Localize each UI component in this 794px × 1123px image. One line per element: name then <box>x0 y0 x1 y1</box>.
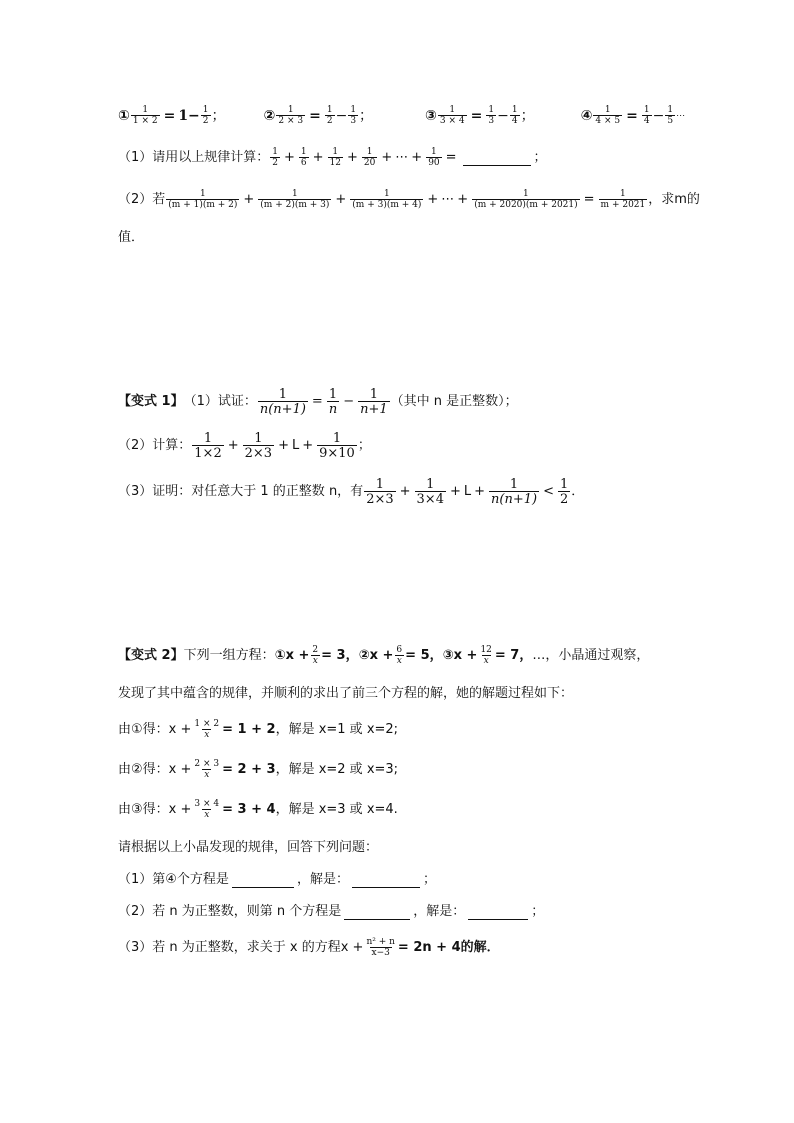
circled-1: ① <box>118 108 130 124</box>
question-2-cont: 值． <box>118 230 145 245</box>
variant-2-q3: （3）若 n 为正整数，求关于 x 的方程x + $\frac{\text{n² + n}}{x-3}$ = 2n + 4的解． <box>118 937 500 958</box>
solution-3: 由③得：x + $\frac{3 \times 4}{x}$ = 3 + 4 ，解是 x=3 或 x=4. <box>118 799 398 820</box>
variant-2-intro: 【变式 2】 下列一组方程： ①x + $\frac{2}{x}$ = 3， ②x + $\frac{6}{x}$ = 5， ③x + $\frac{12}{x}$ = 7， …，小晶通过观察， <box>118 645 650 666</box>
solution-1: 由①得：x + $\frac{1 \times 2}{x}$ = 1 + 2 ，解是 x=1 或 x=2; <box>118 719 399 740</box>
answer-blank[interactable] <box>344 905 410 920</box>
frac: $\frac{1}{1 \times 2}$ <box>132 105 158 126</box>
variant-1-q3: （3）证明：对任意大于 1 的正整数 n，有 $\frac{1}{2\times 3}$ + $\frac{1}{3\times 4}$ + L + $\frac{1}{n(n+1)}$ < $\frac{1}{2}$ ． <box>118 477 585 507</box>
variant-2-line2: 发现了其中蕴含的规律，并顺利的求出了前三个方程的解，她的解题过程如下： <box>118 686 574 701</box>
answer-blank[interactable] <box>232 873 294 888</box>
answer-blank[interactable] <box>468 905 528 920</box>
circled-4: ④ <box>580 108 593 124</box>
circled-3: ③ <box>425 108 437 124</box>
circled-2: ② <box>263 108 276 124</box>
ask: 请根据以上小晶发现的规律，回答下列问题： <box>118 840 379 855</box>
variant-2-q1: （1）第④个方程是 ，解是： ； <box>118 872 436 887</box>
variant-1-q2: （2）计算： $\frac{1}{1\times 2}$ + $\frac{1}{2\times 3}$ + L + $\frac{1}{9\times 10}$ ； <box>118 431 371 461</box>
answer-blank[interactable] <box>352 873 420 888</box>
question-2: （2）若 $\frac{1}{(m + 1)(m + 2)}$ + $\frac{1}{(m + 2)(m + 3)}$ + $\frac{1}{(m + 3)(m + 4)}$ + ⋯ + $\frac{1}{(m + 2020)(m + 2021)}$ = $\frac{1}{m + 2021}$ ，求m的 <box>118 189 700 210</box>
variant-1-q1: 【变式 1】 （1）试证： $\frac{1}{n(n+1)}$ = $\frac{1}{n}$ − $\frac{1}{n+1}$ （其中 n 是正整数）； <box>118 387 518 417</box>
pattern-line: ① $\frac{1}{1 \times 2}$ = 1− $\frac{1}{2}$ ； ② $\frac{1}{2 \times 3}$ = $\frac{1}{2}$ − $\frac{1}{3}$ ； ③ $\frac{1}{3 \times 4}$ = $\frac{1}{3}$ − $\frac{1}{4}$ ； ④ $\frac{1}{4 \times 5}$ = $\frac{1}{4}$ − $\frac{1}{5}$ ⋯ <box>118 105 686 126</box>
question-1: （1）请用以上规律计算： $\frac{1}{2}$ + $\frac{1}{6}$ + $\frac{1}{12}$ + $\frac{1}{20}$ + ⋯ + $\frac{1}{90}$ = ； <box>118 147 547 168</box>
solution-2: 由②得：x + $\frac{2 \times 3}{x}$ = 2 + 3 ，解是 x=2 或 x=3; <box>118 759 399 780</box>
answer-blank[interactable] <box>463 151 531 166</box>
variant-2-q2: （2）若 n 为正整数，则第 n 个方程是 ，解是： ； <box>118 904 545 919</box>
